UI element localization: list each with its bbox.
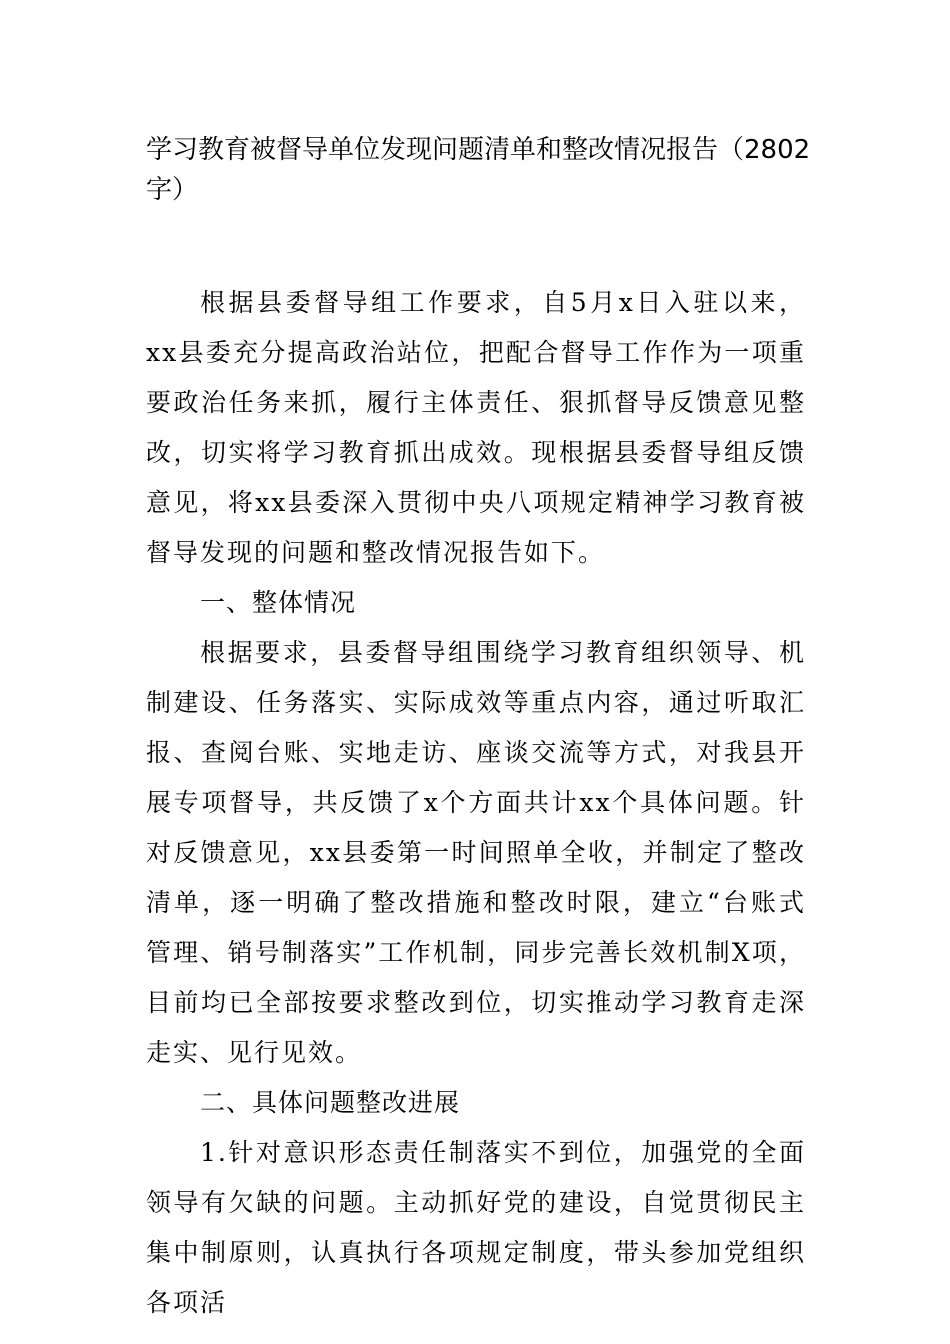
overall-paragraph: 根据要求，县委督导组围绕学习教育组织领导、机制建设、任务落实、实际成效等重点内容，通过听取汇报、查阅台账、实地走访、座谈交流等方式，对我县开展专项督导，共反馈了x个方面共计xx个具体问题。针对反馈意见，xx县委第一时间照单全收，并制定了整改清单，逐一明确了整改措施和整改时限，建立“台账式管理、销号制落实”工作机制，同步完善长效机制X项，目前均已全部按要求整改到位，切实推动学习教育走深走实、见行见效。 [146,638,806,1067]
document-title: 学习教育被督导单位发现问题清单和整改情况报告（2802字） [146,135,811,205]
section-heading-progress: 二、具体问题整改进展 [200,1088,461,1117]
progress-paragraph-1: 1.针对意识形态责任制落实不到位，加强党的全面领导有欠缺的问题。主动抓好党的建设，自觉贯彻民主集中制原则，认真执行各项规定制度，带头参加党组织各项活 [146,1138,806,1317]
intro-paragraph: 根据县委督导组工作要求，自5月x日入驻以来，xx县委充分提高政治站位，把配合督导工作作为一项重要政治任务来抓，履行主体责任、狠抓督导反馈意见整改，切实将学习教育抓出成效。现根据县委督导组反馈意见，将xx县委深入贯彻中央八项规定精神学习教育被督导发现的问题和整改情况报告如下。 [146,288,806,567]
section-heading-overall: 一、整体情况 [200,588,357,617]
document-body [146,278,806,1328]
